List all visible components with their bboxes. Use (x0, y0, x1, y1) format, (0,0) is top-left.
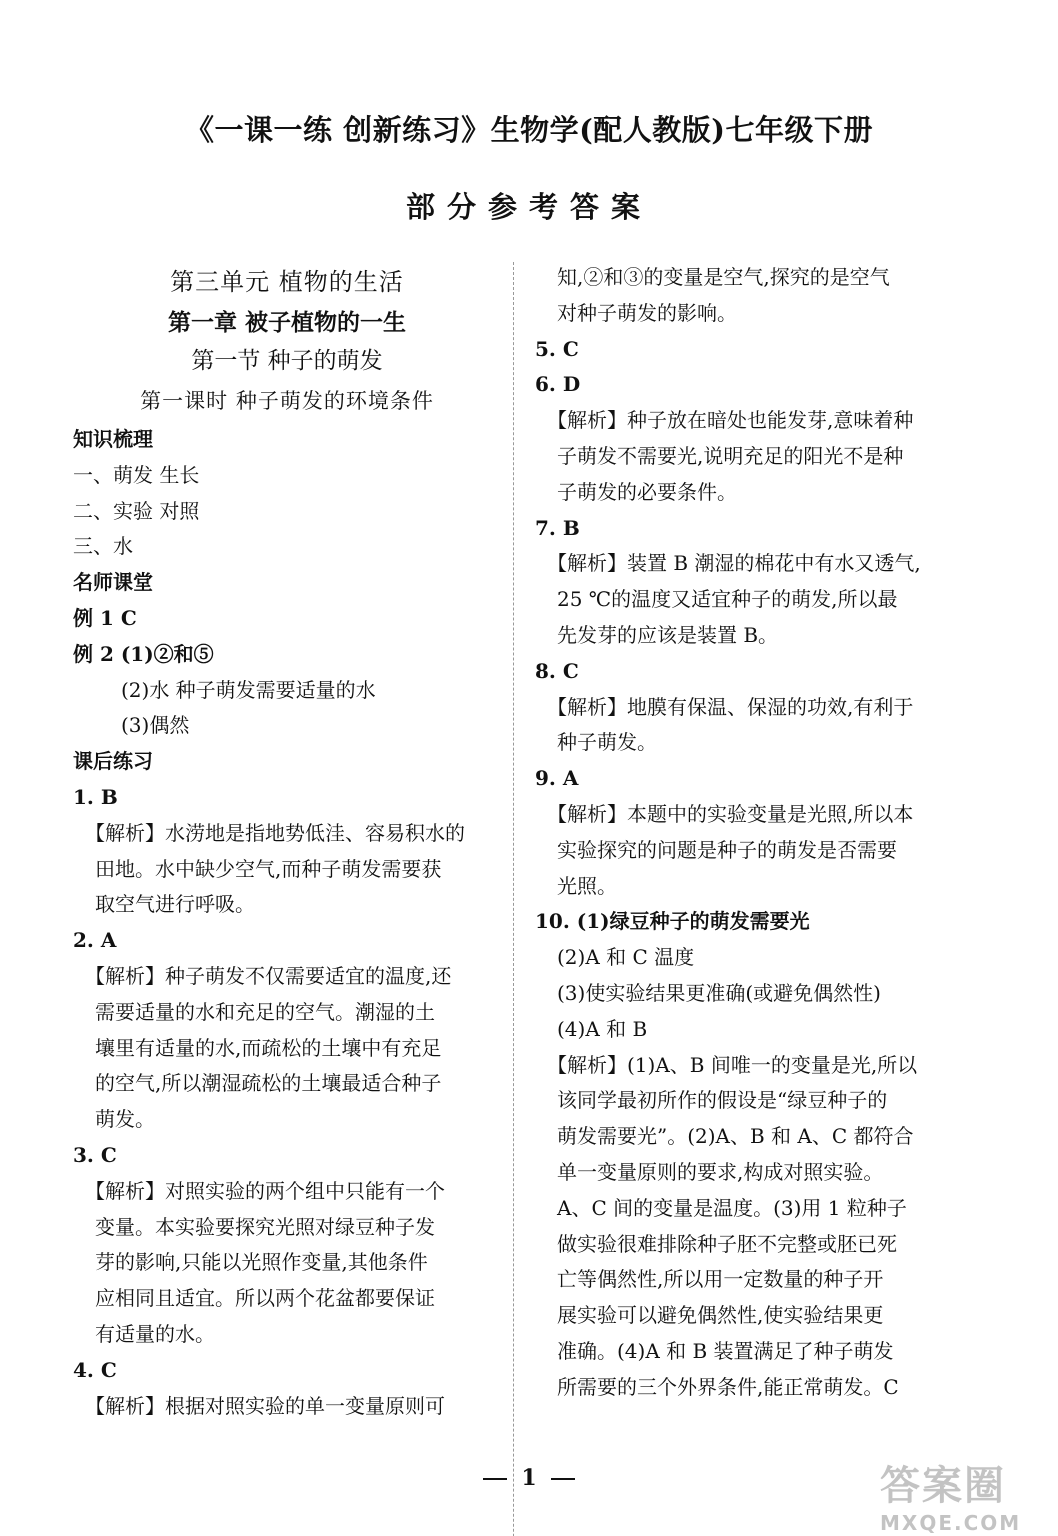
text-line: 先发芽的应该是装置 B。 (557, 622, 779, 647)
unit-heading: 第三单元 植物的生活 (170, 268, 404, 296)
watermark-text-top: 答案圈 (880, 1463, 1006, 1509)
text-line: 25 ℃的温度又适宜种子的萌发,所以最 (557, 587, 898, 612)
footer-dash-left (483, 1478, 507, 1480)
text-line: 10. (1)绿豆种子的萌发需要光 (535, 909, 810, 934)
text-line: 【解析】种子放在暗处也能发芽,意味着种 (547, 408, 914, 433)
text-line: 的空气,所以潮湿疏松的土壤最适合种子 (95, 1071, 442, 1096)
text-line: 2. A (73, 928, 117, 953)
text-line: (2)A 和 C 温度 (557, 945, 695, 970)
footer-dash-right (551, 1478, 575, 1480)
text-line: 准确。(4)A 和 B 装置满足了种子萌发 (557, 1338, 894, 1363)
text-line: A、C 间的变量是温度。(3)用 1 粒种子 (557, 1195, 907, 1220)
text-line: 变量。本实验要探究光照对绿豆种子发 (95, 1214, 435, 1239)
text-line: 三、水 (73, 534, 133, 559)
text-line: 亡等偶然性,所以用一定数量的种子开 (557, 1267, 884, 1292)
document-title: 《一课一练 创新练习》生物学(配人教版)七年级下册 (184, 113, 874, 147)
text-line: 需要适量的水和充足的空气。潮湿的土 (95, 999, 435, 1024)
text-line: 7. B (535, 515, 580, 540)
text-line: 【解析】根据对照实验的单一变量原则可 (85, 1393, 445, 1418)
page-number: 1 (521, 1465, 537, 1491)
text-line: 一、萌发 生长 (73, 462, 200, 487)
text-line: 所需要的三个外界条件,能正常萌发。C (557, 1374, 899, 1399)
text-line: 子萌发不需要光,说明充足的阳光不是种 (557, 443, 904, 468)
text-line: 种子萌发。 (557, 730, 657, 755)
text-line: 有适量的水。 (95, 1321, 215, 1346)
text-line: 应相同且适宜。所以两个花盆都要保证 (95, 1286, 435, 1311)
text-line: 【解析】本题中的实验变量是光照,所以本 (547, 801, 914, 826)
text-line: (3)偶然 (121, 713, 190, 738)
watermark-text-bottom: MXQE.COM (880, 1511, 1022, 1535)
text-line: 壤里有适量的水,而疏松的土壤中有充足 (95, 1035, 442, 1060)
text-line: 知,②和③的变量是空气,探究的是空气 (557, 265, 890, 289)
text-line: 知识梳理 (73, 427, 153, 451)
text-line: 【解析】装置 B 潮湿的棉花中有水又透气, (547, 551, 921, 576)
text-line: 5. C (535, 336, 579, 361)
section-heading: 第一节 种子的萌发 (191, 348, 383, 374)
text-line: 单一变量原则的要求,构成对照实验。 (557, 1159, 884, 1184)
text-line: (2)水 种子萌发需要适量的水 (121, 677, 376, 702)
text-line: 例 1 C (73, 605, 137, 630)
text-line: 课后练习 (73, 749, 153, 774)
text-line: 6. D (535, 372, 581, 397)
text-line: (3)使实验结果更准确(或避免偶然性) (557, 980, 881, 1005)
left-column (73, 260, 501, 1424)
text-line: 该同学最初所作的假设是“绿豆种子的 (557, 1088, 888, 1113)
text-line: 实验探究的问题是种子的萌发是否需要 (557, 837, 897, 862)
text-line: 光照。 (557, 873, 617, 898)
text-line: 【解析】地膜有保温、保湿的功效,有利于 (547, 694, 914, 719)
text-line: 【解析】种子萌发不仅需要适宜的温度,还 (85, 963, 452, 988)
column-divider (513, 262, 514, 1536)
text-line: 取空气进行呼吸。 (95, 892, 255, 917)
text-line: 9. A (535, 766, 579, 791)
lesson-heading: 第一课时 种子萌发的环境条件 (140, 389, 434, 413)
right-answer-list (535, 260, 963, 1406)
text-line: 田地。水中缺少空气,而种子萌发需要获 (95, 856, 442, 881)
text-line: 名师课堂 (73, 570, 153, 595)
text-line: 萌发。 (95, 1107, 155, 1132)
watermark-logo (880, 1454, 1050, 1535)
text-line: 1. B (73, 784, 118, 809)
text-line: 芽的影响,只能以光照作变量,其他条件 (95, 1250, 428, 1275)
text-line: 例 2 (1)②和⑤ (73, 641, 214, 666)
right-column (535, 260, 963, 1406)
text-line: 【解析】水涝地是指地势低洼、容易积水的 (85, 820, 465, 845)
text-line: (4)A 和 B (557, 1016, 648, 1041)
text-line: 子萌发的必要条件。 (557, 479, 737, 504)
text-line: 展实验可以避免偶然性,使实验结果更 (557, 1303, 884, 1328)
document-subtitle: 部分参考答案 (405, 190, 652, 224)
text-line: 做实验很难排除种子胚不完整或胚已死 (557, 1231, 897, 1256)
text-line: 二、实验 对照 (73, 498, 200, 523)
text-line: 4. C (73, 1357, 117, 1382)
text-line: 对种子萌发的影响。 (557, 300, 737, 325)
text-line: 8. C (535, 658, 579, 683)
text-line: 【解析】(1)A、B 间唯一的变量是光,所以 (547, 1052, 918, 1077)
chapter-heading: 第一章 被子植物的一生 (167, 309, 406, 336)
text-line: 【解析】对照实验的两个组中只能有一个 (85, 1178, 445, 1203)
text-line: 3. C (73, 1142, 117, 1167)
left-answer-list (73, 422, 501, 1424)
text-line: 萌发需要光”。(2)A、B 和 A、C 都符合 (557, 1124, 914, 1149)
